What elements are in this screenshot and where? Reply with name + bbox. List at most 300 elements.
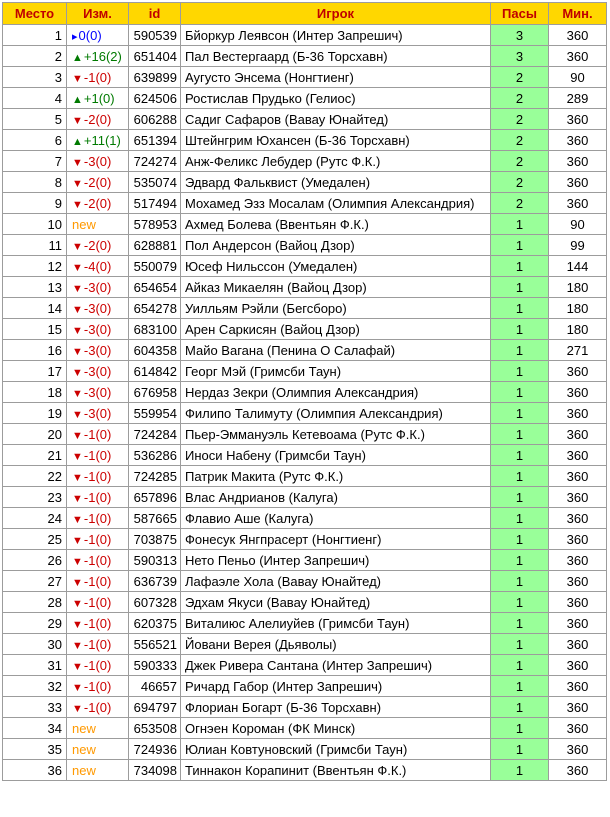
table-row[interactable] xyxy=(3,172,607,193)
minutes-cell: 360 xyxy=(549,655,607,676)
place-cell: 4 xyxy=(3,88,67,109)
minutes-cell: 360 xyxy=(549,550,607,571)
passes-cell: 1 xyxy=(491,361,549,382)
assists-table xyxy=(2,2,607,781)
table-row[interactable] xyxy=(3,256,607,277)
id-cell: 724285 xyxy=(129,466,181,487)
header-change[interactable]: Изм. xyxy=(67,3,129,25)
change-cell xyxy=(67,67,129,88)
table-row[interactable] xyxy=(3,613,607,634)
id-cell: 703875 xyxy=(129,529,181,550)
place-cell: 19 xyxy=(3,403,67,424)
change-cell xyxy=(67,592,129,613)
place-cell: 33 xyxy=(3,697,67,718)
passes-cell: 1 xyxy=(491,718,549,739)
change-cell xyxy=(67,676,129,697)
id-cell: 46657 xyxy=(129,676,181,697)
place-cell: 14 xyxy=(3,298,67,319)
change-cell xyxy=(67,235,129,256)
arrow-down-icon: ▼ xyxy=(72,408,83,421)
id-cell: 653508 xyxy=(129,718,181,739)
id-cell: 639899 xyxy=(129,67,181,88)
player-cell: Пол Андерсон (Вайоц Дзор) xyxy=(181,235,491,256)
change-cell xyxy=(67,361,129,382)
place-cell: 20 xyxy=(3,424,67,445)
table-row[interactable] xyxy=(3,298,607,319)
arrow-down-icon: ▼ xyxy=(72,72,83,85)
table-row[interactable] xyxy=(3,760,607,781)
table-row[interactable] xyxy=(3,109,607,130)
passes-cell: 1 xyxy=(491,256,549,277)
id-cell: 614842 xyxy=(129,361,181,382)
player-cell: Георг Мэй (Гримсби Таун) xyxy=(181,361,491,382)
change-cell xyxy=(67,487,129,508)
passes-cell: 1 xyxy=(491,487,549,508)
passes-cell: 2 xyxy=(491,151,549,172)
place-cell: 26 xyxy=(3,550,67,571)
change-value: -1(0) xyxy=(83,489,112,505)
change-cell xyxy=(67,697,129,718)
arrow-down-icon: ▼ xyxy=(72,366,83,379)
id-cell: 628881 xyxy=(129,235,181,256)
minutes-cell: 360 xyxy=(549,466,607,487)
place-cell: 28 xyxy=(3,592,67,613)
change-cell xyxy=(67,88,129,109)
table-row[interactable] xyxy=(3,487,607,508)
passes-cell: 1 xyxy=(491,697,549,718)
change-value: -3(0) xyxy=(83,300,112,316)
change-value: -1(0) xyxy=(83,678,112,694)
change-cell xyxy=(67,172,129,193)
table-row[interactable] xyxy=(3,697,607,718)
table-row[interactable] xyxy=(3,634,607,655)
passes-cell: 1 xyxy=(491,214,549,235)
change-value: -1(0) xyxy=(83,573,112,589)
change-cell xyxy=(67,403,129,424)
table-row[interactable] xyxy=(3,130,607,151)
place-cell: 2 xyxy=(3,46,67,67)
passes-cell: 1 xyxy=(491,508,549,529)
minutes-cell: 360 xyxy=(549,193,607,214)
player-cell: Филипо Талимуту (Олимпия Александрия) xyxy=(181,403,491,424)
table-row[interactable] xyxy=(3,193,607,214)
table-row[interactable] xyxy=(3,739,607,760)
passes-cell: 2 xyxy=(491,193,549,214)
arrow-down-icon: ▼ xyxy=(72,114,83,127)
passes-cell: 2 xyxy=(491,109,549,130)
player-cell: Нето Пеньо (Интер Запрешич) xyxy=(181,550,491,571)
id-cell: 517494 xyxy=(129,193,181,214)
passes-cell: 1 xyxy=(491,466,549,487)
minutes-cell: 289 xyxy=(549,88,607,109)
change-value: -1(0) xyxy=(83,699,112,715)
place-cell: 18 xyxy=(3,382,67,403)
change-cell xyxy=(67,571,129,592)
passes-cell: 3 xyxy=(491,46,549,67)
minutes-cell: 99 xyxy=(549,235,607,256)
place-cell: 8 xyxy=(3,172,67,193)
change-value: new xyxy=(72,720,96,736)
change-cell xyxy=(67,130,129,151)
passes-cell: 1 xyxy=(491,424,549,445)
passes-cell: 3 xyxy=(491,25,549,46)
id-cell: 604358 xyxy=(129,340,181,361)
arrow-up-icon: ▲ xyxy=(72,51,83,64)
place-cell: 10 xyxy=(3,214,67,235)
minutes-cell: 360 xyxy=(549,487,607,508)
header-passes[interactable]: Пасы xyxy=(491,3,549,25)
place-cell: 35 xyxy=(3,739,67,760)
passes-cell: 1 xyxy=(491,592,549,613)
change-cell xyxy=(67,319,129,340)
passes-cell: 1 xyxy=(491,298,549,319)
player-cell: Лафаэле Хола (Вавау Юнайтед) xyxy=(181,571,491,592)
minutes-cell: 360 xyxy=(549,697,607,718)
minutes-cell: 90 xyxy=(549,214,607,235)
minutes-cell: 360 xyxy=(549,529,607,550)
passes-cell: 1 xyxy=(491,403,549,424)
table-row[interactable] xyxy=(3,46,607,67)
change-cell xyxy=(67,760,129,781)
change-value: -1(0) xyxy=(83,447,112,463)
id-cell: 657896 xyxy=(129,487,181,508)
arrow-up-icon: ▲ xyxy=(72,93,83,106)
table-row[interactable] xyxy=(3,214,607,235)
player-cell: Флориан Богарт (Б-36 Торсхавн) xyxy=(181,697,491,718)
table-row[interactable] xyxy=(3,718,607,739)
passes-cell: 1 xyxy=(491,529,549,550)
arrow-down-icon: ▼ xyxy=(72,450,83,463)
arrow-down-icon: ▼ xyxy=(72,429,83,442)
arrow-down-icon: ▼ xyxy=(72,471,83,484)
id-cell: 724284 xyxy=(129,424,181,445)
arrow-down-icon: ▼ xyxy=(72,345,83,358)
id-cell: 550079 xyxy=(129,256,181,277)
table-row[interactable] xyxy=(3,508,607,529)
player-cell: Юлиан Ковтуновский (Гримсби Таун) xyxy=(181,739,491,760)
table-body xyxy=(3,25,607,781)
header-row xyxy=(3,3,607,25)
header-place[interactable]: Место xyxy=(3,3,67,25)
minutes-cell: 360 xyxy=(549,424,607,445)
place-cell: 13 xyxy=(3,277,67,298)
change-value: -1(0) xyxy=(83,468,112,484)
player-cell: Арен Саркисян (Вайоц Дзор) xyxy=(181,319,491,340)
id-cell: 734098 xyxy=(129,760,181,781)
passes-cell: 2 xyxy=(491,88,549,109)
id-cell: 578953 xyxy=(129,214,181,235)
minutes-cell: 360 xyxy=(549,739,607,760)
change-value: -3(0) xyxy=(83,363,112,379)
player-cell: Флавио Аше (Калуга) xyxy=(181,508,491,529)
id-cell: 559954 xyxy=(129,403,181,424)
place-cell: 29 xyxy=(3,613,67,634)
id-cell: 590313 xyxy=(129,550,181,571)
place-cell: 7 xyxy=(3,151,67,172)
table-row[interactable] xyxy=(3,529,607,550)
id-cell: 654278 xyxy=(129,298,181,319)
place-cell: 32 xyxy=(3,676,67,697)
change-cell xyxy=(67,256,129,277)
player-cell: Анж-Феликс Лебудер (Рутс Ф.К.) xyxy=(181,151,491,172)
arrow-down-icon: ▼ xyxy=(72,303,83,316)
passes-cell: 1 xyxy=(491,235,549,256)
change-cell xyxy=(67,529,129,550)
minutes-cell: 360 xyxy=(549,445,607,466)
table-row[interactable] xyxy=(3,319,607,340)
table-row[interactable] xyxy=(3,361,607,382)
table-row[interactable] xyxy=(3,340,607,361)
id-cell: 694797 xyxy=(129,697,181,718)
place-cell: 30 xyxy=(3,634,67,655)
id-cell: 590333 xyxy=(129,655,181,676)
arrow-down-icon: ▼ xyxy=(72,240,83,253)
arrow-down-icon: ▼ xyxy=(72,177,83,190)
table-row[interactable] xyxy=(3,403,607,424)
header-id[interactable]: id xyxy=(129,3,181,25)
arrow-down-icon: ▼ xyxy=(72,597,83,610)
table-row[interactable] xyxy=(3,382,607,403)
arrow-down-icon: ▼ xyxy=(72,534,83,547)
id-cell: 620375 xyxy=(129,613,181,634)
table-row[interactable] xyxy=(3,655,607,676)
table-row[interactable] xyxy=(3,550,607,571)
passes-cell: 1 xyxy=(491,277,549,298)
arrow-right-icon: ▸ xyxy=(72,30,78,43)
minutes-cell: 360 xyxy=(549,361,607,382)
player-cell: Пал Вестергаард (Б-36 Торсхавн) xyxy=(181,46,491,67)
change-value: -4(0) xyxy=(83,258,112,274)
change-value: -3(0) xyxy=(83,279,112,295)
table-row[interactable] xyxy=(3,277,607,298)
minutes-cell: 360 xyxy=(549,25,607,46)
player-cell: Йовани Верея (Дьяволы) xyxy=(181,634,491,655)
minutes-cell: 360 xyxy=(549,46,607,67)
place-cell: 34 xyxy=(3,718,67,739)
change-value: -1(0) xyxy=(83,594,112,610)
table-row[interactable] xyxy=(3,466,607,487)
table-row[interactable] xyxy=(3,88,607,109)
change-value: -1(0) xyxy=(83,531,112,547)
change-value: -3(0) xyxy=(83,384,112,400)
table-row[interactable] xyxy=(3,151,607,172)
arrow-down-icon: ▼ xyxy=(72,156,83,169)
minutes-cell: 180 xyxy=(549,277,607,298)
player-cell: Пьер-Эммануэль Кетевоама (Рутс Ф.К.) xyxy=(181,424,491,445)
change-value: -2(0) xyxy=(83,174,112,190)
table-row[interactable] xyxy=(3,571,607,592)
minutes-cell: 360 xyxy=(549,382,607,403)
player-cell: Садиг Сафаров (Вавау Юнайтед) xyxy=(181,109,491,130)
change-cell xyxy=(67,655,129,676)
player-cell: Влас Андрианов (Калуга) xyxy=(181,487,491,508)
minutes-cell: 180 xyxy=(549,298,607,319)
place-cell: 15 xyxy=(3,319,67,340)
table-row[interactable] xyxy=(3,25,607,46)
player-cell: Фонесук Янгпрасерт (Нонгтиенг) xyxy=(181,529,491,550)
change-value: -1(0) xyxy=(83,552,112,568)
table-row[interactable] xyxy=(3,235,607,256)
player-cell: Ричард Габор (Интер Запрешич) xyxy=(181,676,491,697)
change-cell xyxy=(67,445,129,466)
minutes-cell: 360 xyxy=(549,676,607,697)
id-cell: 607328 xyxy=(129,592,181,613)
arrow-down-icon: ▼ xyxy=(72,324,83,337)
change-value: -1(0) xyxy=(83,636,112,652)
passes-cell: 1 xyxy=(491,319,549,340)
header-minutes[interactable]: Мин. xyxy=(549,3,607,25)
player-cell: Ахмед Болева (Ввентьян Ф.К.) xyxy=(181,214,491,235)
place-cell: 22 xyxy=(3,466,67,487)
change-cell xyxy=(67,25,129,46)
place-cell: 23 xyxy=(3,487,67,508)
passes-cell: 1 xyxy=(491,571,549,592)
minutes-cell: 360 xyxy=(549,508,607,529)
player-cell: Ростислав Прудько (Гелиос) xyxy=(181,88,491,109)
player-cell: Патрик Макита (Рутс Ф.К.) xyxy=(181,466,491,487)
change-cell xyxy=(67,298,129,319)
id-cell: 624506 xyxy=(129,88,181,109)
header-player[interactable]: Игрок xyxy=(181,3,491,25)
player-cell: Иноси Набену (Гримсби Таун) xyxy=(181,445,491,466)
change-value: new xyxy=(72,216,96,232)
player-cell: Тиннакон Корапинит (Ввентьян Ф.К.) xyxy=(181,760,491,781)
minutes-cell: 360 xyxy=(549,592,607,613)
arrow-down-icon: ▼ xyxy=(72,387,83,400)
change-value: new xyxy=(72,762,96,778)
change-value: -1(0) xyxy=(83,657,112,673)
place-cell: 16 xyxy=(3,340,67,361)
place-cell: 27 xyxy=(3,571,67,592)
id-cell: 556521 xyxy=(129,634,181,655)
player-cell: Эдхам Якуси (Вавау Юнайтед) xyxy=(181,592,491,613)
place-cell: 9 xyxy=(3,193,67,214)
id-cell: 676958 xyxy=(129,382,181,403)
change-value: -1(0) xyxy=(83,426,112,442)
minutes-cell: 144 xyxy=(549,256,607,277)
passes-cell: 2 xyxy=(491,172,549,193)
change-value: 0(0) xyxy=(78,27,102,43)
player-cell: Юсеф Нильссон (Умедален) xyxy=(181,256,491,277)
change-value: -3(0) xyxy=(83,342,112,358)
change-cell xyxy=(67,340,129,361)
id-cell: 636739 xyxy=(129,571,181,592)
minutes-cell: 360 xyxy=(549,172,607,193)
passes-cell: 1 xyxy=(491,550,549,571)
id-cell: 590539 xyxy=(129,25,181,46)
change-value: -3(0) xyxy=(83,321,112,337)
change-value: -1(0) xyxy=(83,510,112,526)
minutes-cell: 90 xyxy=(549,67,607,88)
change-value: +11(1) xyxy=(83,132,121,148)
player-cell: Джек Ривера Сантана (Интер Запрешич) xyxy=(181,655,491,676)
minutes-cell: 360 xyxy=(549,403,607,424)
place-cell: 12 xyxy=(3,256,67,277)
arrow-up-icon: ▲ xyxy=(72,135,83,148)
place-cell: 5 xyxy=(3,109,67,130)
player-cell: Виталиюс Алелиуйев (Гримсби Таун) xyxy=(181,613,491,634)
change-cell xyxy=(67,550,129,571)
place-cell: 17 xyxy=(3,361,67,382)
arrow-down-icon: ▼ xyxy=(72,639,83,652)
place-cell: 31 xyxy=(3,655,67,676)
table-row[interactable] xyxy=(3,445,607,466)
place-cell: 3 xyxy=(3,67,67,88)
change-cell xyxy=(67,634,129,655)
change-cell xyxy=(67,151,129,172)
change-value: -1(0) xyxy=(83,615,112,631)
id-cell: 651404 xyxy=(129,46,181,67)
change-value: -3(0) xyxy=(83,405,112,421)
change-cell xyxy=(67,193,129,214)
player-cell: Эдвард Фальквист (Умедален) xyxy=(181,172,491,193)
arrow-down-icon: ▼ xyxy=(72,282,83,295)
place-cell: 36 xyxy=(3,760,67,781)
table-row[interactable] xyxy=(3,592,607,613)
change-value: new xyxy=(72,741,96,757)
table-row[interactable] xyxy=(3,424,607,445)
arrow-down-icon: ▼ xyxy=(72,555,83,568)
player-cell: Бйоркур Леявсон (Интер Запрешич) xyxy=(181,25,491,46)
change-cell xyxy=(67,277,129,298)
table-row[interactable] xyxy=(3,676,607,697)
passes-cell: 1 xyxy=(491,445,549,466)
player-cell: Мохамед Эзз Мосалам (Олимпия Александрия) xyxy=(181,193,491,214)
change-cell xyxy=(67,613,129,634)
arrow-down-icon: ▼ xyxy=(72,198,83,211)
id-cell: 724274 xyxy=(129,151,181,172)
minutes-cell: 360 xyxy=(549,109,607,130)
change-value: -2(0) xyxy=(83,237,112,253)
change-cell xyxy=(67,382,129,403)
change-value: +1(0) xyxy=(83,90,115,106)
passes-cell: 1 xyxy=(491,382,549,403)
minutes-cell: 360 xyxy=(549,130,607,151)
minutes-cell: 360 xyxy=(549,151,607,172)
minutes-cell: 271 xyxy=(549,340,607,361)
place-cell: 24 xyxy=(3,508,67,529)
change-value: +16(2) xyxy=(83,48,122,64)
id-cell: 724936 xyxy=(129,739,181,760)
player-cell: Айказ Микаелян (Вайоц Дзор) xyxy=(181,277,491,298)
change-cell xyxy=(67,739,129,760)
passes-cell: 1 xyxy=(491,739,549,760)
arrow-down-icon: ▼ xyxy=(72,261,83,274)
change-value: -2(0) xyxy=(83,195,112,211)
passes-cell: 1 xyxy=(491,655,549,676)
player-cell: Аугусто Энсема (Нонгтиенг) xyxy=(181,67,491,88)
place-cell: 25 xyxy=(3,529,67,550)
arrow-down-icon: ▼ xyxy=(72,576,83,589)
change-value: -3(0) xyxy=(83,153,112,169)
change-cell xyxy=(67,214,129,235)
table-row[interactable] xyxy=(3,67,607,88)
id-cell: 587665 xyxy=(129,508,181,529)
id-cell: 651394 xyxy=(129,130,181,151)
change-cell xyxy=(67,718,129,739)
id-cell: 654654 xyxy=(129,277,181,298)
passes-cell: 2 xyxy=(491,67,549,88)
minutes-cell: 180 xyxy=(549,319,607,340)
minutes-cell: 360 xyxy=(549,718,607,739)
change-value: -2(0) xyxy=(83,111,112,127)
id-cell: 683100 xyxy=(129,319,181,340)
id-cell: 535074 xyxy=(129,172,181,193)
arrow-down-icon: ▼ xyxy=(72,702,83,715)
change-cell xyxy=(67,424,129,445)
minutes-cell: 360 xyxy=(549,571,607,592)
id-cell: 536286 xyxy=(129,445,181,466)
